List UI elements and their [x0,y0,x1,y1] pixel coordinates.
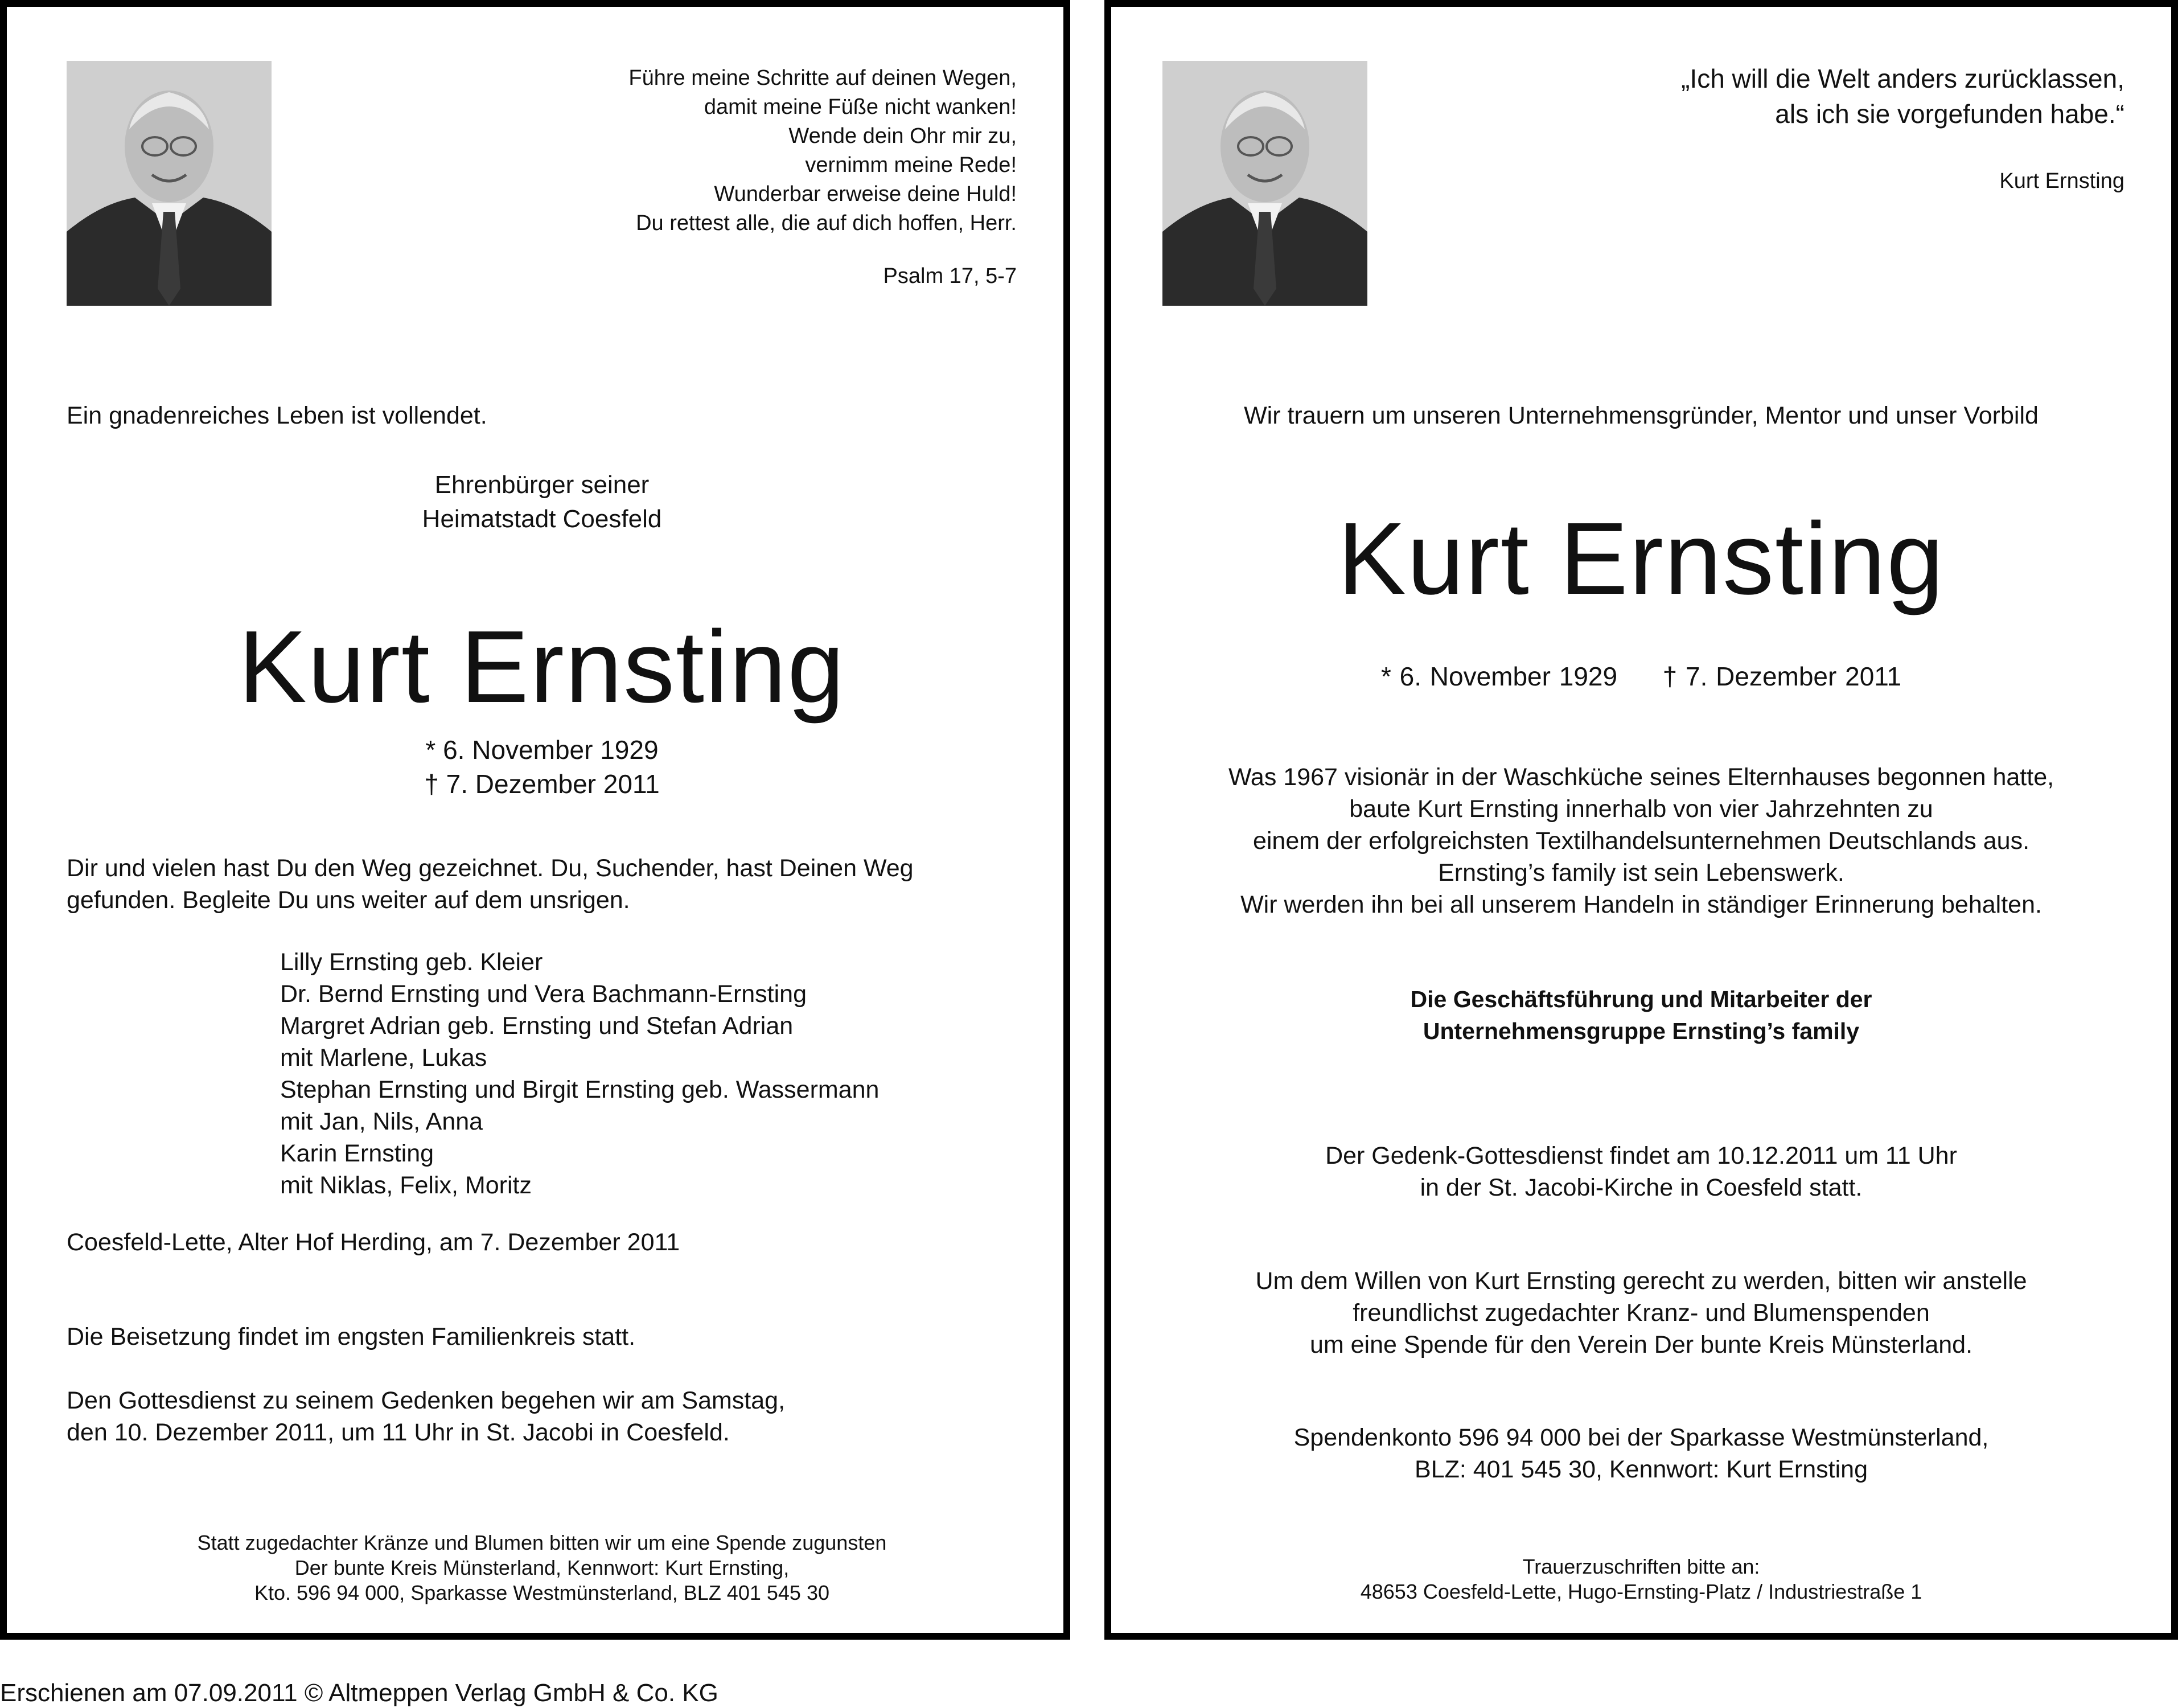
service-line: den 10. Dezember 2011, um 11 Uhr in St. Jacobi in Coesfeld. [67,1419,730,1446]
signers [1111,983,2171,1047]
family-member: Margret Adrian geb. Ernsting und Stefan Adrian [280,1012,794,1040]
birth-date: * 6. November 1929 [1380,662,1618,691]
psalm-line: Du rettest alle, die auf dich hoffen, Herr. [636,211,1017,235]
quote-line: „Ich will die Welt anders zurücklassen, [1681,64,2124,93]
condolence-address [1111,1554,2171,1604]
donation-line: freundlichst zugedachter Kranz- und Blumenspenden [1353,1299,1930,1327]
psalm-line: damit meine Füße nicht wanken! [704,95,1017,119]
tribute-paragraph [1111,761,2171,921]
family-member: mit Niklas, Felix, Moritz [280,1172,532,1199]
service-line: in der St. Jacobi-Kirche in Coesfeld statt. [1420,1174,1863,1201]
intro-line: Ein gnadenreiches Leben ist vollendet. [67,402,487,429]
family-member: mit Jan, Nils, Anna [280,1108,483,1135]
family-member: Karin Ernsting [280,1140,434,1167]
bank-account [1111,1422,2171,1485]
honor-line: Ehrenbürger seiner [434,471,650,499]
birth-date: * 6. November 1929 [425,735,659,765]
family-member: mit Marlene, Lukas [280,1044,487,1071]
donation-line: Statt zugedachter Kränze und Blumen bitten wir um eine Spende zugunsten [197,1531,887,1554]
tribute-line: baute Kurt Ernsting innerhalb von vier Jahrzehnten zu [1349,795,1933,823]
family-list [280,946,879,1201]
signer-line: Die Geschäftsführung und Mitarbeiter der [1410,986,1872,1012]
deceased-name: Kurt Ernsting [1337,502,1945,616]
intro-line: Wir trauern um unseren Unternehmensgründer, Mentor und unser Vorbild [1244,402,2039,429]
tribute-line: Ernsting’s family ist sein Lebenswerk. [1438,859,1844,886]
quote-line: gefunden. Begleite Du uns weiter auf dem unsrigen. [67,886,630,914]
family-member: Dr. Bernd Ernsting und Vera Bachmann-Ernsting [280,980,807,1008]
portrait-photo [67,61,272,306]
place-date: Coesfeld-Lette, Alter Hof Herding, am 7. Dezember 2011 [67,1229,680,1256]
obituary-right-panel [1104,0,2178,1640]
quote-paragraph [67,852,914,916]
donation-line: Der bunte Kreis Münsterland, Kennwort: Kurt Ernsting, [294,1556,790,1579]
donation-note [7,1530,1077,1606]
donation-line: um eine Spende für den Verein Der bunte Kreis Münsterland. [1309,1331,1973,1358]
tribute-line: einem der erfolgreichsten Textilhandelsunternehmen Deutschlands aus. [1252,827,2030,855]
donation-note [1111,1265,2171,1361]
death-date: † 7. Dezember 2011 [424,769,660,799]
psalm-line: Wunderbar erweise deine Huld! [714,182,1017,206]
life-dates [7,733,1077,801]
obituary-left-panel [0,0,1070,1640]
account-line: BLZ: 401 545 30, Kennwort: Kurt Ernsting [1415,1456,1868,1483]
death-date: † 7. Dezember 2011 [1662,662,1902,691]
donation-line: Kto. 596 94 000, Sparkasse Westmünsterland, BLZ 401 545 30 [254,1581,829,1604]
donation-line: Um dem Willen von Kurt Ernsting gerecht zu werden, bitten wir anstelle [1255,1267,2027,1295]
address-line: Trauerzuschriften bitte an: [1522,1555,1760,1578]
service-note [67,1385,785,1448]
life-dates [1111,660,2171,692]
tribute-line: Wir werden ihn bei all unserem Handeln in ständiger Erinnerung behalten. [1240,891,2042,918]
portrait-photo [1162,61,1367,306]
quote-line: als ich sie vorgefunden habe.“ [1775,99,2124,129]
service-note [1111,1140,2171,1204]
address-line: 48653 Coesfeld-Lette, Hugo-Ernsting-Platz / Industriestraße 1 [1360,1580,1922,1603]
burial-note: Die Beisetzung findet im engsten Familienkreis statt. [67,1323,636,1350]
family-member: Lilly Ernsting geb. Kleier [280,949,543,976]
tribute-line: Was 1967 visionär in der Waschküche seines Elternhauses begonnen hatte, [1228,763,2054,791]
account-line: Spendenkonto 596 94 000 bei der Sparkasse Westmünsterland, [1293,1424,1989,1451]
deceased-name: Kurt Ernsting [238,610,846,724]
family-member: Stephan Ernsting und Birgit Ernsting geb. Wassermann [280,1076,880,1103]
honor-title [7,468,1077,536]
honor-line: Heimatstadt Coesfeld [422,505,662,533]
psalm-verse [628,64,1017,238]
psalm-reference: Psalm 17, 5-7 [883,264,1017,288]
quote-author: Kurt Ernsting [1999,169,2124,193]
psalm-line: Führe meine Schritte auf deinen Wegen, [628,66,1017,90]
service-line: Der Gedenk-Gottesdienst findet am 10.12.2011 um 11 Uhr [1325,1142,1957,1169]
psalm-line: vernimm meine Rede! [805,153,1017,177]
psalm-line: Wende dein Ohr mir zu, [788,124,1017,148]
signer-line: Unternehmensgruppe Ernsting’s family [1423,1018,1860,1044]
publication-credit: Erschienen am 07.09.2011 © Altmeppen Verlag GmbH & Co. KG [0,1679,718,1707]
quote [1681,61,2124,132]
service-line: Den Gottesdienst zu seinem Gedenken begehen wir am Samstag, [67,1387,786,1414]
quote-line: Dir und vielen hast Du den Weg gezeichnet. Du, Suchender, hast Deinen Weg [67,855,914,882]
